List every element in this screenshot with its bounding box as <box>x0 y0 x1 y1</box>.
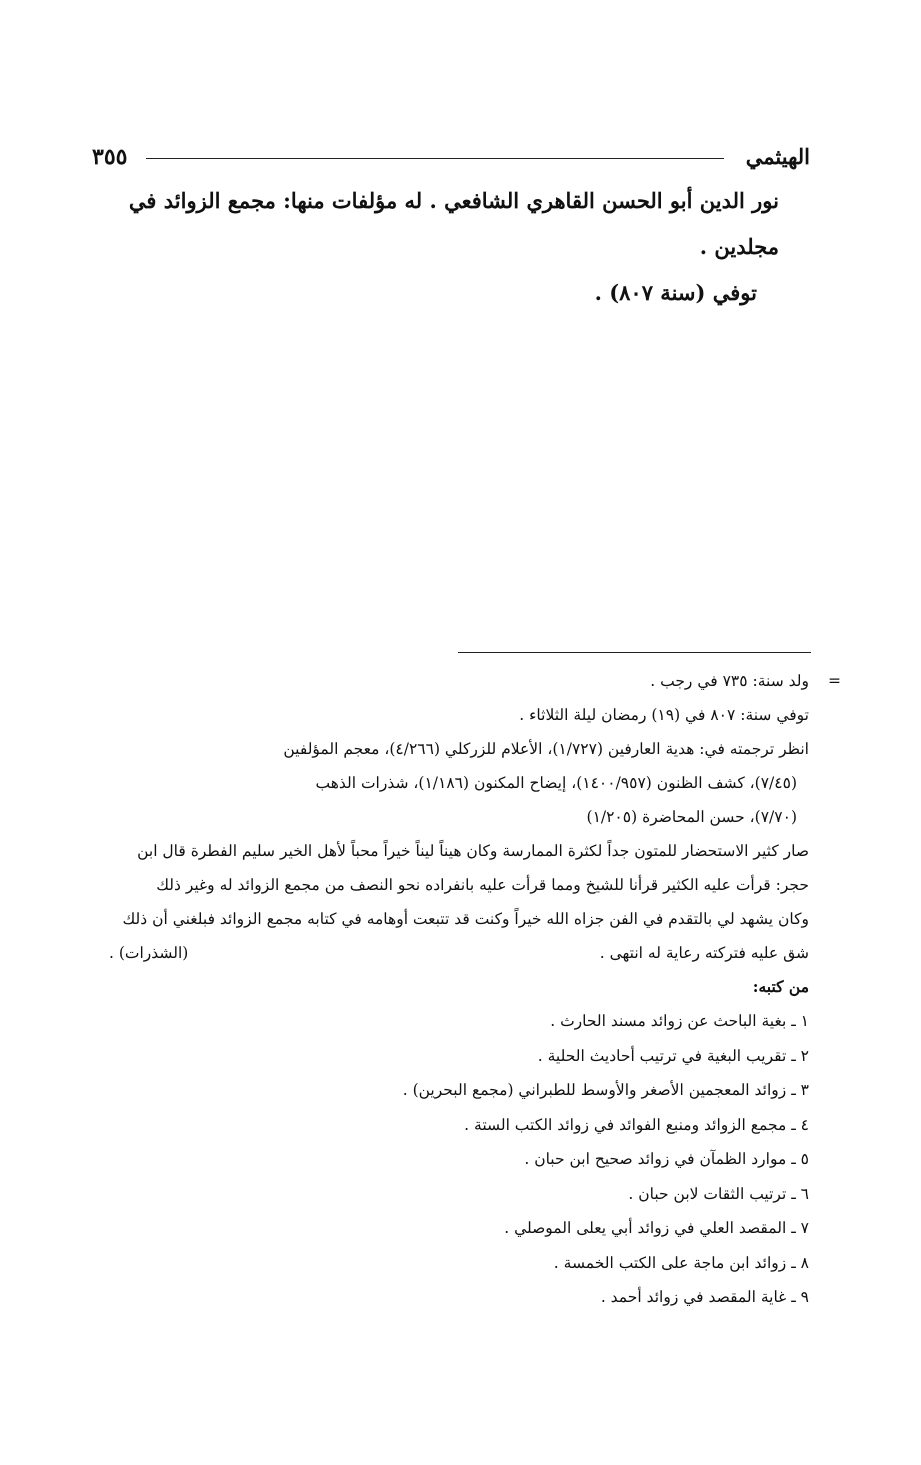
footnote-death: توفي سنة: ٨٠٧ في (١٩) رمضان ليلة الثلاثاء . <box>519 706 809 724</box>
main-text-line: توفي (سنة ٨٠٧) . <box>594 280 757 305</box>
footnote-references-line: (٧/٤٥)، كشف الظنون (١٤٠٠/٩٥٧)، إيضاح المكنون (١/١٨٦)، شذرات الذهب <box>315 774 797 792</box>
footnote-quote-line: شق عليه فتركته رعاية له انتهى . <box>599 944 809 962</box>
books-list <box>109 1004 809 1315</box>
footnote-quote-line: حجر: قرأت عليه الكثير قرأنا للشيخ ومما قرأت عليه بانفراده نحو النصف من مجمع الزوائد له وغير ذلك <box>156 876 809 894</box>
footnote-continuation-marker: = <box>828 672 841 690</box>
main-text <box>89 178 779 316</box>
footnote-quote-line: صار كثير الاستحضار للمتون جداً لكثرة الممارسة وكان هيناً ليناً خيراً محباً لأهل الخير سليم الفطرة قال ابن <box>137 842 809 860</box>
book-item: ٢ ـ تقريب البغية في ترتيب أحاديث الحلية . <box>537 1046 809 1065</box>
footnotes <box>109 664 841 1315</box>
footnote-rule <box>458 652 811 653</box>
page-number: ٣٥٥ <box>92 144 128 170</box>
main-text-line: مجلدين . <box>699 234 779 259</box>
running-title: الهيثمي <box>745 144 810 169</box>
footnote-quote-last-line <box>109 936 809 970</box>
header-rule <box>146 158 724 159</box>
book-item: ٣ ـ زوائد المعجمين الأصغر والأوسط للطبراني (مجمع البحرين) . <box>402 1081 809 1099</box>
footnote-references-line: (٧/٧٠)، حسن المحاضرة (١/٢٠٥) <box>586 808 797 826</box>
book-item: ٨ ـ زوائد ابن ماجة على الكتب الخمسة . <box>553 1253 809 1272</box>
book-item: ٤ ـ مجمع الزوائد ومنبع الفوائد في زوائد الكتب الستة . <box>464 1115 809 1134</box>
book-item: ٩ ـ غاية المقصد في زوائد أحمد . <box>600 1288 809 1306</box>
book-item: ١ ـ بغية الباحث عن زوائد مسند الحارث . <box>550 1012 809 1030</box>
footnote-birth: ولد سنة: ٧٣٥ في رجب . <box>650 672 809 690</box>
footnote-quote-source: (الشذرات) . <box>109 944 189 962</box>
books-heading: من كتبه: <box>752 977 809 996</box>
book-item: ٥ ـ موارد الظمآن في زوائد صحيح ابن حبان . <box>524 1150 809 1168</box>
footnote-quote-line: وكان يشهد لي بالتقدم في الفن جزاه الله خيراً وكنت قد تتبعت أوهامه في كتابه مجمع الزوائد فبلغني أن ذلك <box>122 910 809 928</box>
book-item: ٧ ـ المقصد العلي في زوائد أبي يعلى الموصلي . <box>504 1219 809 1237</box>
main-text-line: نور الدين أبو الحسن القاهري الشافعي . له مؤلفات منها: مجمع الزوائد في <box>128 188 779 213</box>
running-header <box>92 142 810 172</box>
footnote-birth-line <box>109 664 841 698</box>
footnote-references-line: انظر ترجمته في: هدية العارفين (١/٧٢٧)، الأعلام للزركلي (٤/٢٦٦)، معجم المؤلفين <box>283 740 809 758</box>
book-item: ٦ ـ ترتيب الثقات لابن حبان . <box>628 1184 809 1203</box>
